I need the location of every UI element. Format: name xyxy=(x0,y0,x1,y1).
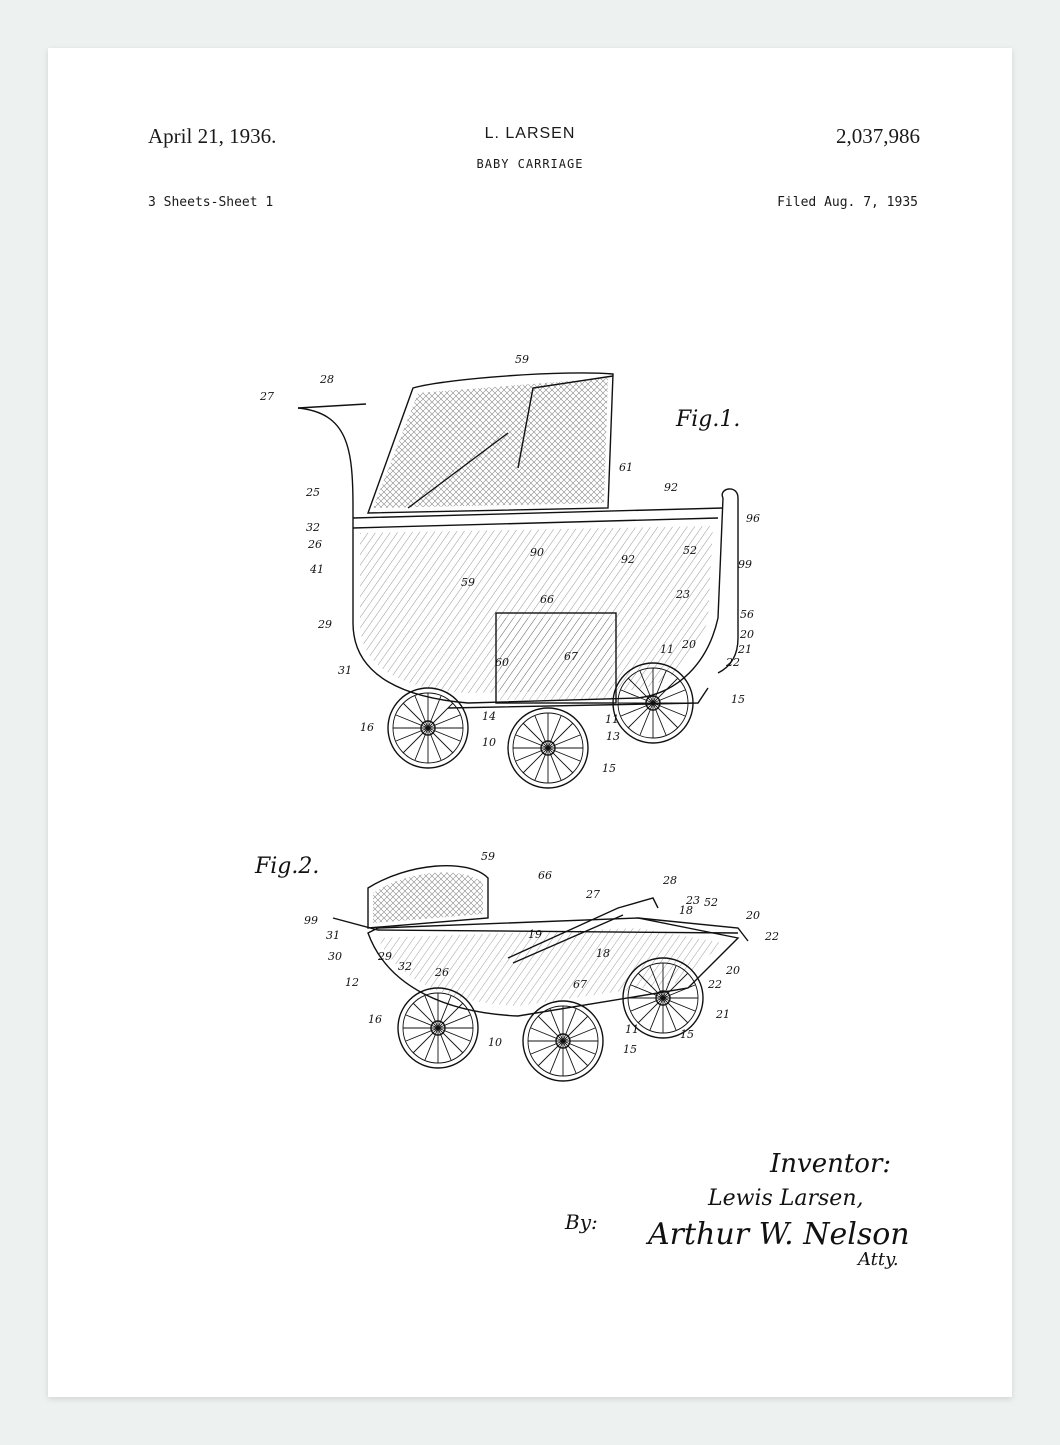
fig1-ref-32: 11 xyxy=(660,643,674,656)
fig2-ref-25: 21 xyxy=(716,1008,730,1021)
fig1-ref-33: 20 xyxy=(682,638,696,651)
fig2-ref-21: 16 xyxy=(368,1013,382,1026)
fig1-ref-10: 14 xyxy=(482,710,496,723)
fig1-ref-14: 15 xyxy=(731,693,745,706)
fig2-ref-15: 19 xyxy=(528,928,542,941)
fig1-ref-6: 41 xyxy=(310,563,324,576)
fig1-ref-12: 13 xyxy=(606,730,620,743)
fig1-ref-17: 66 xyxy=(540,593,554,606)
fig1-ref-20: 61 xyxy=(619,461,633,474)
fig2-ref-20: 12 xyxy=(345,976,359,989)
fig2-ref-24: 15 xyxy=(623,1043,637,1056)
fig1-ref-27: 23 xyxy=(676,588,690,601)
figure-2-carriage xyxy=(304,850,779,1081)
fig2-ref-19: 22 xyxy=(708,978,722,991)
filed-date: Filed Aug. 7, 1935 xyxy=(777,195,918,210)
fig2-ref-22: 10 xyxy=(488,1036,502,1049)
fig2-ref-26: 15 xyxy=(680,1028,694,1041)
figure-1-label: Fig.1. xyxy=(676,407,741,432)
fig2-ref-6: 52 xyxy=(704,896,718,909)
figure-2-label: Fig.2. xyxy=(255,854,320,879)
fig1-ref-4: 32 xyxy=(306,521,320,534)
fig2-ref-8: 22 xyxy=(765,930,779,943)
fig1-ref-29: 20 xyxy=(740,628,754,641)
fig2-ref-7: 20 xyxy=(746,909,760,922)
fig2-ref-10: 31 xyxy=(326,929,340,942)
fig1-ref-19: 67 xyxy=(564,650,578,663)
fig1-ref-8: 31 xyxy=(338,664,352,677)
fig1-ref-9: 16 xyxy=(360,721,374,734)
fig2-ref-14: 26 xyxy=(435,966,449,979)
fig1-ref-11: 10 xyxy=(482,736,496,749)
fig1-ref-18: 60 xyxy=(495,656,509,669)
fig1-ref-22: 92 xyxy=(664,481,678,494)
fig2-ref-0: 59 xyxy=(481,850,495,863)
inventor-signature: Lewis Larsen, xyxy=(708,1186,864,1211)
fig2-ref-18: 20 xyxy=(726,964,740,977)
fig2-ref-11: 30 xyxy=(328,950,342,963)
fig2-ref-16: 18 xyxy=(596,947,610,960)
attorney-label: Atty. xyxy=(858,1249,899,1270)
fig1-ref-5: 26 xyxy=(308,538,322,551)
fig1-ref-28: 56 xyxy=(740,608,754,621)
fig1-ref-16: 59 xyxy=(461,576,475,589)
fig1-ref-2: 28 xyxy=(320,373,334,386)
signature-block xyxy=(564,1149,910,1270)
fig2-ref-17: 67 xyxy=(573,978,587,991)
patent-date: April 21, 1936. xyxy=(148,124,277,148)
fig2-ref-5: 18 xyxy=(679,904,693,917)
fig1-ref-7: 29 xyxy=(318,618,332,631)
fig2-ref-23: 11 xyxy=(625,1023,639,1036)
fig1-ref-31: 22 xyxy=(726,656,740,669)
fig2-ref-4: 23 xyxy=(686,894,700,907)
fig1-ref-26: 99 xyxy=(738,558,752,571)
fig2-ref-3: 28 xyxy=(663,874,677,887)
fig2-ref-1: 66 xyxy=(538,869,552,882)
fig1-ref-30: 21 xyxy=(738,643,752,656)
inventor-label: Inventor: xyxy=(770,1149,892,1179)
patent-poster xyxy=(48,48,1012,1397)
attorney-signature: Arthur W. Nelson xyxy=(648,1217,910,1252)
by-label: By: xyxy=(565,1210,598,1234)
fig1-ref-15: 15 xyxy=(602,762,616,775)
fig1-ref-23: 92 xyxy=(621,553,635,566)
fig1-ref-25: 52 xyxy=(683,544,697,557)
fig2-ref-9: 99 xyxy=(304,914,318,927)
fig1-ref-21: 90 xyxy=(530,546,544,559)
fig1-ref-0: 59 xyxy=(515,353,529,366)
fig2-ref-2: 27 xyxy=(586,888,600,901)
patent-number: 2,037,986 xyxy=(836,124,920,148)
patent-title: BABY CARRIAGE xyxy=(476,157,584,171)
fig2-ref-13: 32 xyxy=(398,960,412,973)
fig1-ref-13: 11 xyxy=(605,713,619,726)
patent-drawing xyxy=(48,48,1012,1397)
inventor-name-header: L. LARSEN xyxy=(484,125,576,142)
fig1-ref-24: 96 xyxy=(746,512,760,525)
fig1-ref-1: 27 xyxy=(260,390,274,403)
fig2-ref-12: 29 xyxy=(378,950,392,963)
sheet-count: 3 Sheets-Sheet 1 xyxy=(148,195,274,210)
fig1-ref-3: 25 xyxy=(306,486,320,499)
